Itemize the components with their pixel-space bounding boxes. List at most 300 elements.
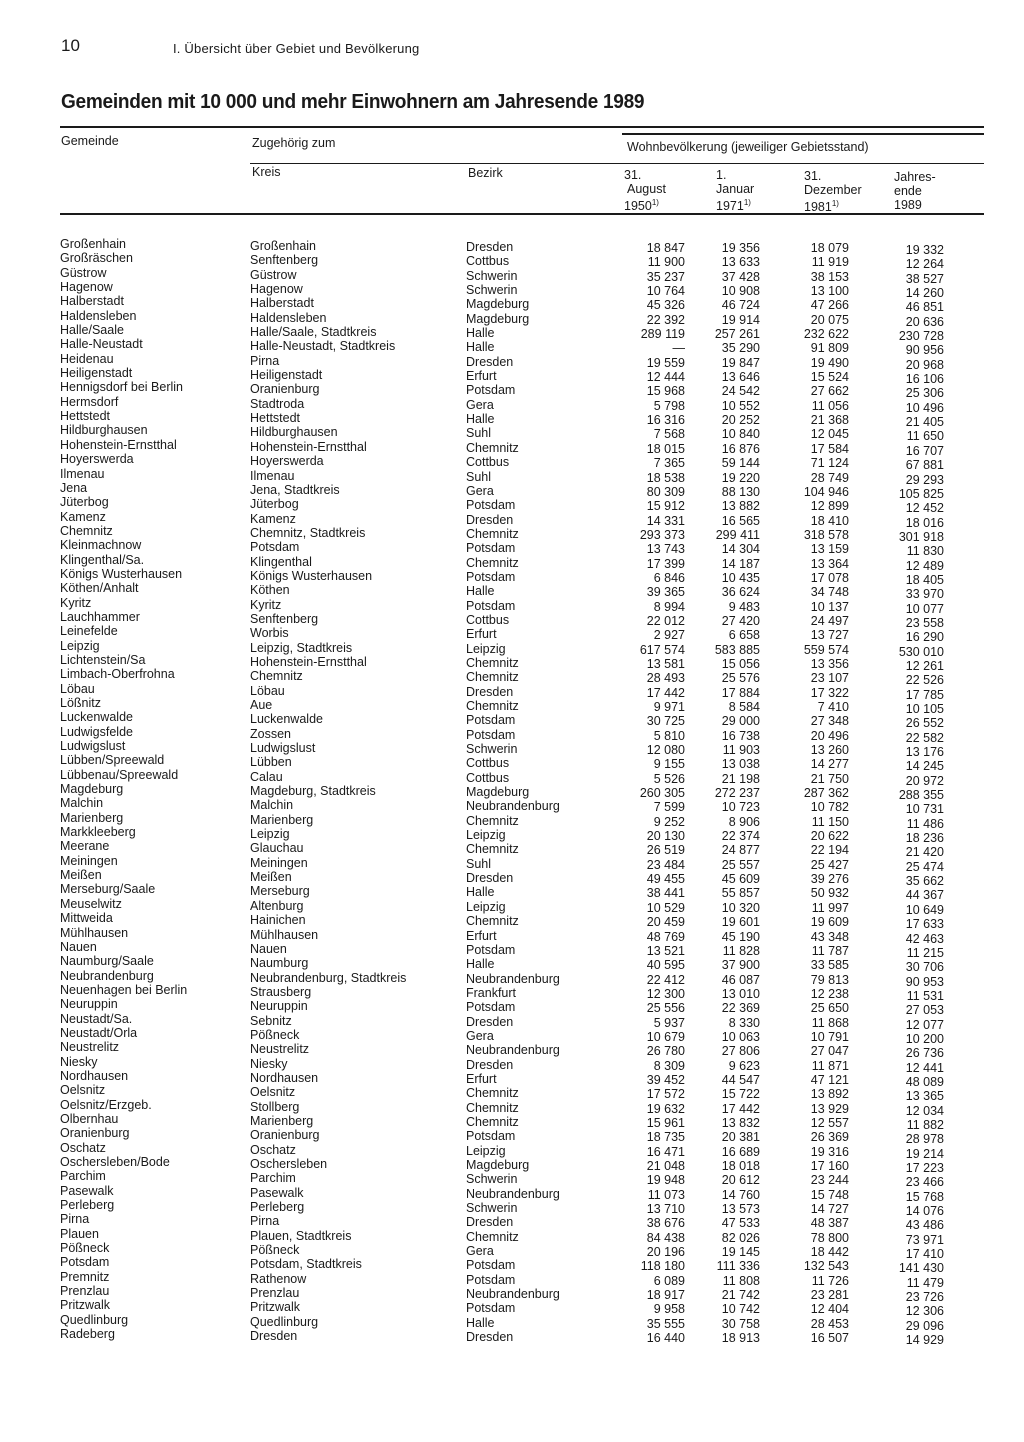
- cell-population-1971: 6 658: [728, 628, 760, 643]
- cell-population-1971: 10 723: [721, 800, 760, 815]
- header-1981-year: 1981: [804, 200, 832, 214]
- table-row: [0, 652, 1024, 673]
- cell-gemeinde: Halle/Saale: [60, 323, 124, 338]
- cell-bezirk: Schwerin: [466, 283, 518, 298]
- cell-gemeinde: Oelsnitz: [60, 1083, 106, 1098]
- cell-population-1981: 27 047: [810, 1044, 849, 1059]
- header-date-1971: [716, 168, 754, 213]
- cell-gemeinde: Perleberg: [60, 1198, 115, 1213]
- header-1971-line3: [716, 196, 754, 213]
- cell-population-1989: 11 215: [906, 945, 944, 960]
- cell-kreis: Dresden: [250, 1329, 298, 1344]
- cell-population-1981: 39 276: [810, 872, 849, 887]
- cell-population-1989: 28 978: [905, 1132, 944, 1147]
- cell-population-1971: 21 198: [721, 771, 760, 786]
- cell-population-1989: 12 452: [905, 501, 944, 516]
- cell-gemeinde: Heidenau: [60, 351, 114, 366]
- header-date-1989: [894, 170, 936, 212]
- cell-population-1981: 38 153: [810, 269, 849, 284]
- footnote-ref-1981: 1): [831, 199, 839, 208]
- header-1950-year: 1950: [624, 199, 652, 213]
- cell-bezirk: Potsdam: [466, 1301, 516, 1316]
- cell-gemeinde: Kleinmachnow: [60, 538, 142, 553]
- cell-population-1981: 11 150: [811, 814, 849, 829]
- cell-kreis: Parchim: [250, 1171, 296, 1186]
- cell-population-1989: 16 707: [905, 443, 944, 458]
- cell-gemeinde: Meißen: [60, 868, 102, 883]
- cell-population-1971: 18 913: [721, 1331, 760, 1346]
- table-row: [0, 566, 1024, 587]
- cell-population-1950: 6 089: [653, 1273, 685, 1288]
- cell-population-1971: 18 018: [721, 1159, 760, 1173]
- cell-population-1981: 11 787: [811, 943, 849, 958]
- cell-population-1971: 25 557: [721, 857, 760, 872]
- cell-kreis: Perleberg: [250, 1200, 305, 1215]
- cell-gemeinde: Plauen: [60, 1226, 99, 1241]
- cell-population-1971: 24 877: [721, 843, 760, 858]
- table-row: [0, 882, 1024, 903]
- cell-population-1950: 18 917: [646, 1288, 685, 1303]
- cell-population-1989: 38 527: [905, 271, 944, 286]
- cell-population-1989: 17 223: [905, 1161, 944, 1175]
- cell-population-1981: 17 078: [810, 570, 849, 585]
- cell-kreis: Luckenwalde: [250, 712, 323, 727]
- table-row: [0, 452, 1024, 473]
- table-row: [0, 523, 1024, 544]
- cell-kreis: Hoyerswerda: [250, 454, 324, 469]
- table-row: [0, 423, 1024, 444]
- cell-population-1971: 13 882: [721, 499, 760, 514]
- cell-population-1971: 19 914: [721, 312, 760, 327]
- cell-kreis: Pößneck: [250, 1027, 300, 1042]
- cell-gemeinde: Oelsnitz/Erzgeb.: [60, 1097, 152, 1112]
- cell-population-1971: 257 261: [714, 327, 760, 342]
- cell-population-1989: 13 365: [905, 1089, 944, 1104]
- cell-kreis: Senftenberg: [250, 611, 319, 626]
- cell-kreis: Naumburg: [250, 956, 309, 971]
- table-row: [0, 968, 1024, 989]
- cell-bezirk: Dresden: [466, 240, 514, 254]
- cell-population-1989: 12 306: [905, 1304, 944, 1319]
- cell-population-1989: 73 971: [905, 1232, 944, 1247]
- table-row: [0, 1212, 1024, 1233]
- cell-population-1950: 22 012: [646, 613, 685, 628]
- header-wohnbevoelkerung: Wohnbevölkerung (jeweiliger Gebietsstand): [627, 140, 869, 154]
- cell-population-1981: 17 322: [810, 685, 849, 700]
- cell-gemeinde: Neubrandenburg: [60, 968, 154, 983]
- cell-population-1950: 38 441: [646, 886, 685, 901]
- cell-kreis: Rathenow: [250, 1271, 307, 1286]
- cell-population-1989: 14 245: [905, 759, 944, 774]
- cell-population-1950: 5 810: [653, 728, 685, 743]
- cell-population-1950: 293 373: [639, 527, 685, 542]
- cell-population-1950: 9 155: [653, 757, 685, 772]
- cell-population-1950: 22 392: [646, 312, 685, 327]
- table-row: [0, 1011, 1024, 1032]
- header-date-1950: [624, 168, 666, 213]
- cell-kreis: Chemnitz: [250, 669, 303, 684]
- cell-kreis: Marienberg: [250, 812, 314, 827]
- cell-population-1950: 118 180: [640, 1259, 685, 1274]
- cell-bezirk: Dresden: [466, 354, 514, 369]
- cell-kreis: Neustrelitz: [250, 1042, 310, 1057]
- cell-kreis: Marienberg: [250, 1113, 314, 1128]
- cell-population-1981: 20 496: [810, 728, 849, 743]
- cell-population-1971: 9 483: [728, 599, 760, 614]
- header-1971-line2: Januar: [716, 182, 755, 196]
- header-1989-line3: 1989: [894, 198, 922, 212]
- cell-population-1971: 45 190: [721, 929, 760, 944]
- cell-kreis: Strausberg: [250, 984, 312, 999]
- cell-population-1950: 19 632: [646, 1101, 685, 1116]
- cell-kreis: Glauchau: [250, 841, 304, 856]
- cell-bezirk: Frankfurt: [466, 985, 517, 1000]
- cell-population-1950: 18 538: [646, 470, 685, 485]
- cell-population-1971: 20 381: [721, 1130, 760, 1145]
- cell-population-1950: 40 595: [646, 958, 685, 973]
- cell-bezirk: Schwerin: [466, 1172, 518, 1187]
- cell-kreis: Hohenstein-Ernstthal: [250, 654, 367, 669]
- cell-population-1950: 28 493: [646, 671, 685, 686]
- table-row: [0, 409, 1024, 430]
- cell-population-1981: 13 727: [810, 628, 849, 643]
- cell-population-1950: 16 440: [646, 1331, 685, 1346]
- cell-bezirk: Chemnitz: [466, 699, 519, 713]
- cell-gemeinde: Köthen/Anhalt: [60, 581, 139, 596]
- table-row: [0, 1298, 1024, 1319]
- cell-population-1950: 19 559: [646, 355, 685, 370]
- cell-population-1971: 111 336: [716, 1259, 760, 1274]
- cell-kreis: Königs Wusterhausen: [250, 568, 373, 583]
- cell-population-1989: 17 785: [905, 687, 944, 702]
- table-row: [0, 1054, 1024, 1075]
- cell-population-1971: 47 533: [721, 1216, 760, 1231]
- cell-population-1981: 11 056: [811, 398, 849, 413]
- cell-population-1989: 10 649: [905, 902, 944, 917]
- cell-kreis: Nordhausen: [250, 1070, 319, 1085]
- cell-population-1989: 10 731: [905, 802, 944, 817]
- cell-gemeinde: Luckenwalde: [60, 710, 133, 725]
- cell-population-1981: 13 364: [810, 556, 849, 571]
- table-row: [0, 337, 1024, 358]
- cell-population-1950: 5 526: [653, 771, 685, 786]
- table-row: [0, 925, 1024, 946]
- table-row: [0, 1269, 1024, 1290]
- cell-bezirk: Dresden: [466, 1330, 514, 1345]
- cell-population-1950: 2 927: [653, 628, 685, 643]
- cell-gemeinde: Parchim: [60, 1169, 106, 1184]
- cell-gemeinde: Hildburghausen: [60, 423, 148, 438]
- cell-kreis: Neuruppin: [250, 999, 308, 1014]
- cell-population-1989: 530 010: [898, 644, 944, 659]
- cell-bezirk: Potsdam: [466, 1258, 516, 1273]
- cell-bezirk: Chemnitz: [466, 555, 519, 570]
- table-row: [0, 466, 1024, 487]
- cell-bezirk: Gera: [466, 1028, 494, 1043]
- cell-population-1971: 13 832: [721, 1115, 760, 1130]
- cell-population-1971: 13 633: [721, 255, 760, 270]
- header-1981-line2: Dezember: [804, 183, 862, 197]
- cell-bezirk: Potsdam: [466, 598, 516, 613]
- cell-population-1971: 16 738: [721, 728, 760, 743]
- table-row: [0, 868, 1024, 889]
- cell-population-1981: 43 348: [810, 929, 849, 944]
- subheader-rule: [250, 163, 984, 164]
- cell-bezirk: Schwerin: [466, 1201, 518, 1216]
- cell-population-1950: 5 937: [653, 1015, 685, 1030]
- table-row: [0, 366, 1024, 387]
- cell-population-1981: 104 946: [803, 484, 849, 499]
- cell-population-1981: 11 997: [811, 900, 849, 915]
- cell-population-1989: 42 463: [905, 931, 944, 946]
- cell-kreis: Senftenberg: [250, 253, 319, 268]
- cell-population-1989: 11 531: [906, 988, 944, 1003]
- cell-population-1971: 19 847: [721, 355, 760, 370]
- cell-population-1989: 44 367: [905, 888, 944, 903]
- cell-population-1981: 25 427: [810, 857, 849, 872]
- cell-gemeinde: Kamenz: [60, 509, 106, 524]
- table-row: [0, 538, 1024, 559]
- cell-population-1981: 27 662: [810, 384, 849, 399]
- cell-population-1950: 49 455: [646, 872, 685, 887]
- cell-kreis: Großenhain: [250, 239, 317, 253]
- cell-kreis: Niesky: [250, 1056, 288, 1071]
- cell-kreis: Altenburg: [250, 898, 304, 913]
- cell-population-1981: 13 892: [810, 1087, 849, 1102]
- cell-gemeinde: Hennigsdorf bei Berlin: [60, 380, 183, 395]
- cell-population-1971: 36 624: [721, 585, 760, 600]
- cell-bezirk: Chemnitz: [466, 1229, 519, 1244]
- cell-gemeinde: Lübben/Spreewald: [60, 753, 165, 768]
- cell-population-1971: 16 689: [721, 1144, 760, 1159]
- cell-population-1950: 14 331: [646, 513, 685, 528]
- cell-gemeinde: Magdeburg: [60, 782, 124, 797]
- cell-gemeinde: Pößneck: [60, 1241, 110, 1256]
- table-row: [0, 280, 1024, 301]
- cell-population-1981: 132 543: [803, 1259, 849, 1274]
- cell-bezirk: Chemnitz: [466, 440, 519, 455]
- cell-bezirk: Potsdam: [466, 713, 516, 728]
- cell-kreis: Aue: [250, 698, 273, 712]
- cell-population-1981: 34 748: [810, 585, 849, 600]
- cell-population-1971: 16 876: [721, 441, 760, 456]
- cell-kreis: Merseburg: [250, 884, 310, 899]
- cell-population-1989: 11 486: [906, 816, 944, 831]
- cell-population-1981: 91 809: [810, 341, 849, 356]
- cell-population-1989: 18 405: [905, 572, 944, 587]
- cell-kreis: Halle-Neustadt, Stadtkreis: [250, 339, 396, 354]
- cell-gemeinde: Hohenstein-Ernstthal: [60, 437, 177, 452]
- cell-population-1950: 18 015: [646, 441, 685, 456]
- cell-population-1950: 6 846: [653, 570, 685, 585]
- cell-gemeinde: Pasewalk: [60, 1183, 114, 1198]
- cell-population-1950: —: [672, 341, 685, 356]
- cell-population-1971: 17 884: [721, 685, 760, 700]
- cell-population-1971: 8 584: [728, 700, 760, 714]
- cell-bezirk: Dresden: [466, 512, 514, 527]
- cell-population-1971: 59 144: [721, 456, 760, 471]
- cell-bezirk: Leipzig: [466, 1143, 506, 1158]
- table-row: [0, 1126, 1024, 1147]
- cell-kreis: Oschatz: [250, 1142, 296, 1157]
- cell-gemeinde: Niesky: [60, 1054, 98, 1069]
- cell-gemeinde: Ludwigsfelde: [60, 724, 133, 739]
- cell-kreis: Güstrow: [250, 267, 297, 282]
- cell-population-1981: 14 727: [810, 1202, 849, 1217]
- cell-gemeinde: Pirna: [60, 1212, 90, 1227]
- cell-bezirk: Halle: [466, 1315, 495, 1330]
- cell-kreis: Zossen: [250, 726, 291, 741]
- table-row: [0, 1097, 1024, 1118]
- cell-population-1989: 25 306: [905, 386, 944, 401]
- cell-bezirk: Potsdam: [466, 383, 516, 398]
- cell-population-1981: 50 932: [810, 886, 849, 901]
- cell-population-1989: 12 264: [905, 257, 944, 272]
- table-row: [0, 1111, 1024, 1132]
- cell-population-1950: 23 484: [646, 857, 685, 872]
- cell-bezirk: Halle: [466, 326, 495, 341]
- cell-kreis: Halle/Saale, Stadtkreis: [250, 325, 377, 340]
- cell-kreis: Pirna: [250, 1214, 280, 1229]
- cell-population-1971: 9 623: [728, 1058, 760, 1073]
- cell-population-1950: 22 412: [646, 972, 685, 987]
- table-row: [0, 696, 1024, 716]
- cell-population-1989: 20 636: [905, 314, 944, 329]
- header-1989-line2: ende: [894, 184, 922, 198]
- cell-population-1981: 287 362: [803, 786, 849, 801]
- cell-gemeinde: Neustadt/Sa.: [60, 1011, 133, 1026]
- cell-gemeinde: Nordhausen: [60, 1068, 129, 1083]
- table-row: [0, 1183, 1024, 1204]
- cell-population-1981: 12 404: [810, 1302, 849, 1317]
- cell-population-1989: 230 728: [898, 329, 944, 344]
- cell-bezirk: Erfurt: [466, 928, 497, 943]
- table-row: [0, 638, 1024, 659]
- cell-population-1950: 12 300: [646, 986, 685, 1001]
- cell-bezirk: Potsdam: [466, 569, 516, 584]
- cell-population-1950: 12 444: [646, 370, 685, 385]
- cell-kreis: Heiligenstadt: [250, 368, 323, 383]
- cell-population-1989: 33 970: [905, 587, 944, 602]
- cell-population-1971: 16 565: [721, 513, 760, 528]
- cell-population-1981: 13 929: [810, 1101, 849, 1116]
- cell-population-1950: 8 309: [653, 1058, 685, 1073]
- cell-population-1981: 18 442: [810, 1245, 849, 1260]
- cell-gemeinde: Naumburg/Saale: [60, 954, 154, 969]
- cell-population-1971: 13 646: [721, 370, 760, 385]
- cell-kreis: Meiningen: [250, 855, 308, 870]
- cell-population-1981: 13 356: [810, 656, 849, 671]
- cell-population-1981: 23 281: [810, 1288, 849, 1303]
- cell-population-1971: 583 885: [714, 642, 760, 657]
- cell-population-1981: 24 497: [810, 613, 849, 628]
- table-row: [0, 982, 1024, 1003]
- cell-population-1950: 10 679: [646, 1029, 685, 1044]
- table-row: [0, 796, 1024, 817]
- cell-kreis: Lübben: [250, 755, 292, 770]
- cell-population-1981: 27 348: [810, 714, 849, 729]
- header-kreis: Kreis: [252, 165, 281, 179]
- cell-bezirk: Neubrandenburg: [466, 1186, 560, 1201]
- cell-population-1989: 90 956: [905, 343, 944, 358]
- cell-kreis: Magdeburg, Stadtkreis: [250, 784, 376, 799]
- cell-population-1971: 46 724: [721, 298, 760, 313]
- table-row: [0, 437, 1024, 458]
- cell-population-1989: 11 479: [906, 1275, 944, 1290]
- cell-population-1989: 16 106: [905, 372, 944, 387]
- table-row: [0, 753, 1024, 774]
- cell-population-1981: 17 584: [810, 441, 849, 456]
- cell-population-1971: 30 758: [721, 1316, 760, 1331]
- table-row: [0, 896, 1024, 917]
- cell-gemeinde: Markkleeberg: [60, 825, 136, 840]
- table-row: [0, 1155, 1024, 1175]
- cell-population-1950: 30 725: [646, 714, 685, 729]
- header-1950-line2: August: [627, 182, 666, 196]
- cell-population-1950: 9 971: [653, 700, 685, 714]
- table-row: [0, 581, 1024, 602]
- cell-gemeinde: Lößnitz: [60, 696, 101, 710]
- cell-population-1971: 20 612: [721, 1173, 760, 1188]
- cell-population-1989: 10 077: [905, 601, 944, 616]
- cell-kreis: Nauen: [250, 941, 287, 956]
- cell-population-1950: 20 130: [646, 829, 685, 844]
- cell-population-1950: 10 764: [646, 284, 685, 299]
- header-1981-line3: [804, 197, 862, 214]
- header-1971-year: 1971: [716, 199, 744, 213]
- cell-gemeinde: Haldensleben: [60, 308, 137, 323]
- table-row: [0, 624, 1024, 645]
- cell-population-1989: 25 474: [905, 859, 944, 874]
- table-row: [0, 1255, 1024, 1276]
- table-row: [0, 810, 1024, 831]
- cell-population-1981: 21 368: [810, 413, 849, 428]
- cell-population-1989: 12 489: [905, 558, 944, 573]
- cell-bezirk: Dresden: [466, 871, 514, 886]
- cell-population-1981: 7 410: [817, 700, 849, 714]
- cell-population-1950: 19 948: [646, 1173, 685, 1188]
- cell-population-1950: 260 305: [639, 786, 685, 801]
- cell-kreis: Potsdam, Stadtkreis: [250, 1257, 362, 1272]
- cell-population-1981: 22 194: [810, 843, 849, 858]
- cell-gemeinde: Meiningen: [60, 853, 118, 868]
- cell-population-1950: 25 556: [646, 1001, 685, 1016]
- cell-population-1971: 20 252: [721, 413, 760, 428]
- cell-population-1971: 82 026: [721, 1230, 760, 1245]
- cell-population-1950: 5 798: [653, 398, 685, 413]
- table-row: [0, 710, 1024, 731]
- cell-population-1989: 301 918: [898, 529, 944, 544]
- cell-kreis: Oranienburg: [250, 1128, 320, 1143]
- table-row: [0, 265, 1024, 286]
- cell-bezirk: Magdeburg: [466, 311, 530, 326]
- cell-population-1950: 20 459: [646, 915, 685, 930]
- cell-kreis: Ludwigslust: [250, 741, 316, 756]
- cell-population-1981: 18 410: [810, 513, 849, 528]
- cell-population-1950: 11 900: [647, 255, 685, 270]
- cell-population-1950: 289 119: [640, 327, 685, 342]
- cell-kreis: Prenzlau: [250, 1286, 300, 1301]
- cell-bezirk: Potsdam: [466, 942, 516, 957]
- cell-bezirk: Dresden: [466, 684, 514, 699]
- cell-gemeinde: Oranienburg: [60, 1126, 130, 1141]
- cell-gemeinde: Hermsdorf: [60, 394, 119, 409]
- table-row: [0, 839, 1024, 860]
- cell-population-1971: 8 906: [728, 814, 760, 829]
- cell-bezirk: Schwerin: [466, 742, 518, 757]
- cell-gemeinde: Großräschen: [60, 251, 133, 266]
- cell-population-1981: 47 121: [810, 1072, 849, 1087]
